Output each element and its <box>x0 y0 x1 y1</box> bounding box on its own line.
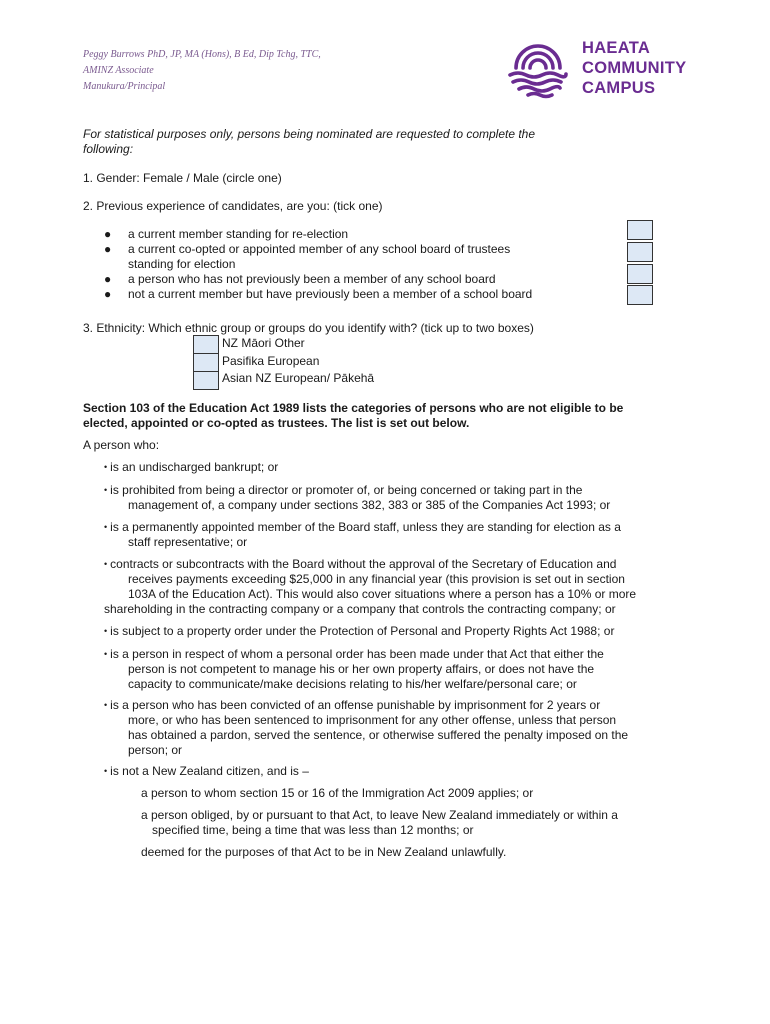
ethnicity-option: NZ Māori Other <box>222 336 305 350</box>
author-block <box>83 47 321 95</box>
item-text: person is not competent to manage his or her own property affairs, or does not have the <box>128 662 595 676</box>
item-text: is a person in respect of whom a personal order has been made under that Act that either the <box>110 647 604 661</box>
author-association: AMINZ Associate <box>83 65 154 76</box>
option-text: a person who has not previously been a member of any school board <box>128 272 496 286</box>
experience-option <box>104 272 532 287</box>
option-text: standing for election <box>128 257 236 271</box>
experience-option <box>104 287 532 302</box>
item-text: shareholding in the contracting company or a company that controls the contracting company; or <box>104 602 616 616</box>
bullet-marker: ● <box>104 242 112 256</box>
ineligibility-item <box>104 647 604 692</box>
author-credentials: Peggy Burrows PhD, JP, MA (Hons), B Ed, Dip Tchg, TTC, <box>83 49 321 60</box>
section-103-heading <box>83 401 623 431</box>
school-logo <box>506 38 716 100</box>
ineligibility-item <box>104 764 309 779</box>
section-lead: A person who: <box>83 438 160 452</box>
sun-waves-icon <box>506 38 570 100</box>
bullet-marker: • <box>104 522 108 532</box>
bullet-marker: • <box>104 626 108 636</box>
ethnicity-checkbox[interactable] <box>193 371 219 390</box>
bullet-marker: • <box>104 766 108 776</box>
experience-options <box>104 227 532 302</box>
option-text: a current member standing for re-election <box>128 227 349 241</box>
ineligibility-item <box>104 483 610 513</box>
experience-checkbox[interactable] <box>627 242 653 262</box>
sub-item-text: a person to whom section 15 or 16 of the Immigration Act 2009 applies; or <box>141 786 534 800</box>
intro-line: For statistical purposes only, persons being nominated are requested to complete the <box>83 127 536 141</box>
author-role: Manukura/Principal <box>83 81 166 92</box>
sub-item-text: specified time, being a time that was less than 12 months; or <box>152 823 474 837</box>
experience-option <box>104 227 532 242</box>
item-text: is prohibited from being a director or promoter of, or being concerned or taking part in the <box>110 483 583 497</box>
item-text: is a person who has been convicted of an offense punishable by imprisonment for 2 years or <box>110 698 601 712</box>
ineligibility-item <box>104 520 621 550</box>
citizenship-sub-item <box>141 786 533 801</box>
experience-option <box>104 242 532 272</box>
bullet-marker: ● <box>104 272 112 286</box>
experience-checkbox[interactable] <box>627 264 653 284</box>
intro-line: following: <box>83 142 134 156</box>
ethnicity-option: Pasifika European <box>222 354 320 368</box>
logo-word-community: COMMUNITY <box>582 59 687 77</box>
bullet-marker: • <box>104 462 108 472</box>
citizenship-sub-item <box>141 808 618 838</box>
item-text: receives payments exceeding $25,000 in any financial year (this provision is set out in section <box>128 572 625 586</box>
bullet-marker: • <box>104 485 108 495</box>
item-text: is a permanently appointed member of the Board staff, unless they are standing for election as a <box>110 520 621 534</box>
item-text: is not a New Zealand citizen, and is – <box>110 764 309 778</box>
sub-item-text: deemed for the purposes of that Act to be in New Zealand unlawfully. <box>141 845 507 859</box>
heading-line: elected, appointed or co-opted as trustees. The list is set out below. <box>83 416 470 430</box>
bullet-marker: ● <box>104 227 112 241</box>
item-text: is subject to a property order under the Protection of Personal and Property Rights Act 1988; or <box>110 624 615 638</box>
item-text: management of, a company under sections 382, 383 or 385 of the Companies Act 1993; or <box>128 498 611 512</box>
item-text: person; or <box>128 743 183 757</box>
bullet-marker: • <box>104 700 108 710</box>
option-text: not a current member but have previously been a member of a school board <box>128 287 533 301</box>
logo-word-haeata: HAEATA <box>582 39 651 57</box>
heading-line: Section 103 of the Education Act 1989 lists the categories of persons who are not eligible to be <box>83 401 624 415</box>
item-text: more, or who has been sentenced to imprisonment for any other offense, unless that person <box>128 713 617 727</box>
item-text: capacity to communicate/make decisions relating to his/her welfare/personal care; or <box>128 677 577 691</box>
intro-text <box>83 127 535 157</box>
question-gender: 1. Gender: Female / Male (circle one) <box>83 171 282 185</box>
logo-word-campus: CAMPUS <box>582 79 656 97</box>
ineligibility-item <box>104 624 614 639</box>
item-text: contracts or subcontracts with the Board without the approval of the Secretary of Education and <box>110 557 617 571</box>
item-text: staff representative; or <box>128 535 248 549</box>
experience-checkbox[interactable] <box>627 220 653 240</box>
ethnicity-checkbox[interactable] <box>193 353 219 372</box>
ineligibility-item <box>104 460 278 475</box>
question-experience: 2. Previous experience of candidates, are you: (tick one) <box>83 199 383 213</box>
bullet-marker: ● <box>104 287 112 301</box>
option-text: a current co-opted or appointed member of any school board of trustees <box>128 242 511 256</box>
citizenship-sub-item <box>141 845 506 860</box>
item-text: has obtained a pardon, served the sentence, or otherwise suffered the penalty imposed on the <box>128 728 629 742</box>
ineligibility-item <box>104 557 636 617</box>
ethnicity-option: Asian NZ European/ Pākehā <box>222 371 375 385</box>
question-ethnicity: 3. Ethnicity: Which ethnic group or groups do you identify with? (tick up to two boxes) <box>83 321 534 335</box>
sub-item-text: a person obliged, by or pursuant to that Act, to leave New Zealand immediately or within a <box>141 808 618 822</box>
bullet-marker: • <box>104 649 108 659</box>
logo-wordmark <box>582 38 686 98</box>
ethnicity-checkbox[interactable] <box>193 335 219 354</box>
item-text: is an undischarged bankrupt; or <box>110 460 279 474</box>
bullet-marker: • <box>104 559 108 569</box>
ineligibility-item <box>104 698 628 758</box>
item-text: 103A of the Education Act). This would also cover situations where a person has a 10% or more <box>128 587 637 601</box>
experience-checkbox[interactable] <box>627 285 653 305</box>
